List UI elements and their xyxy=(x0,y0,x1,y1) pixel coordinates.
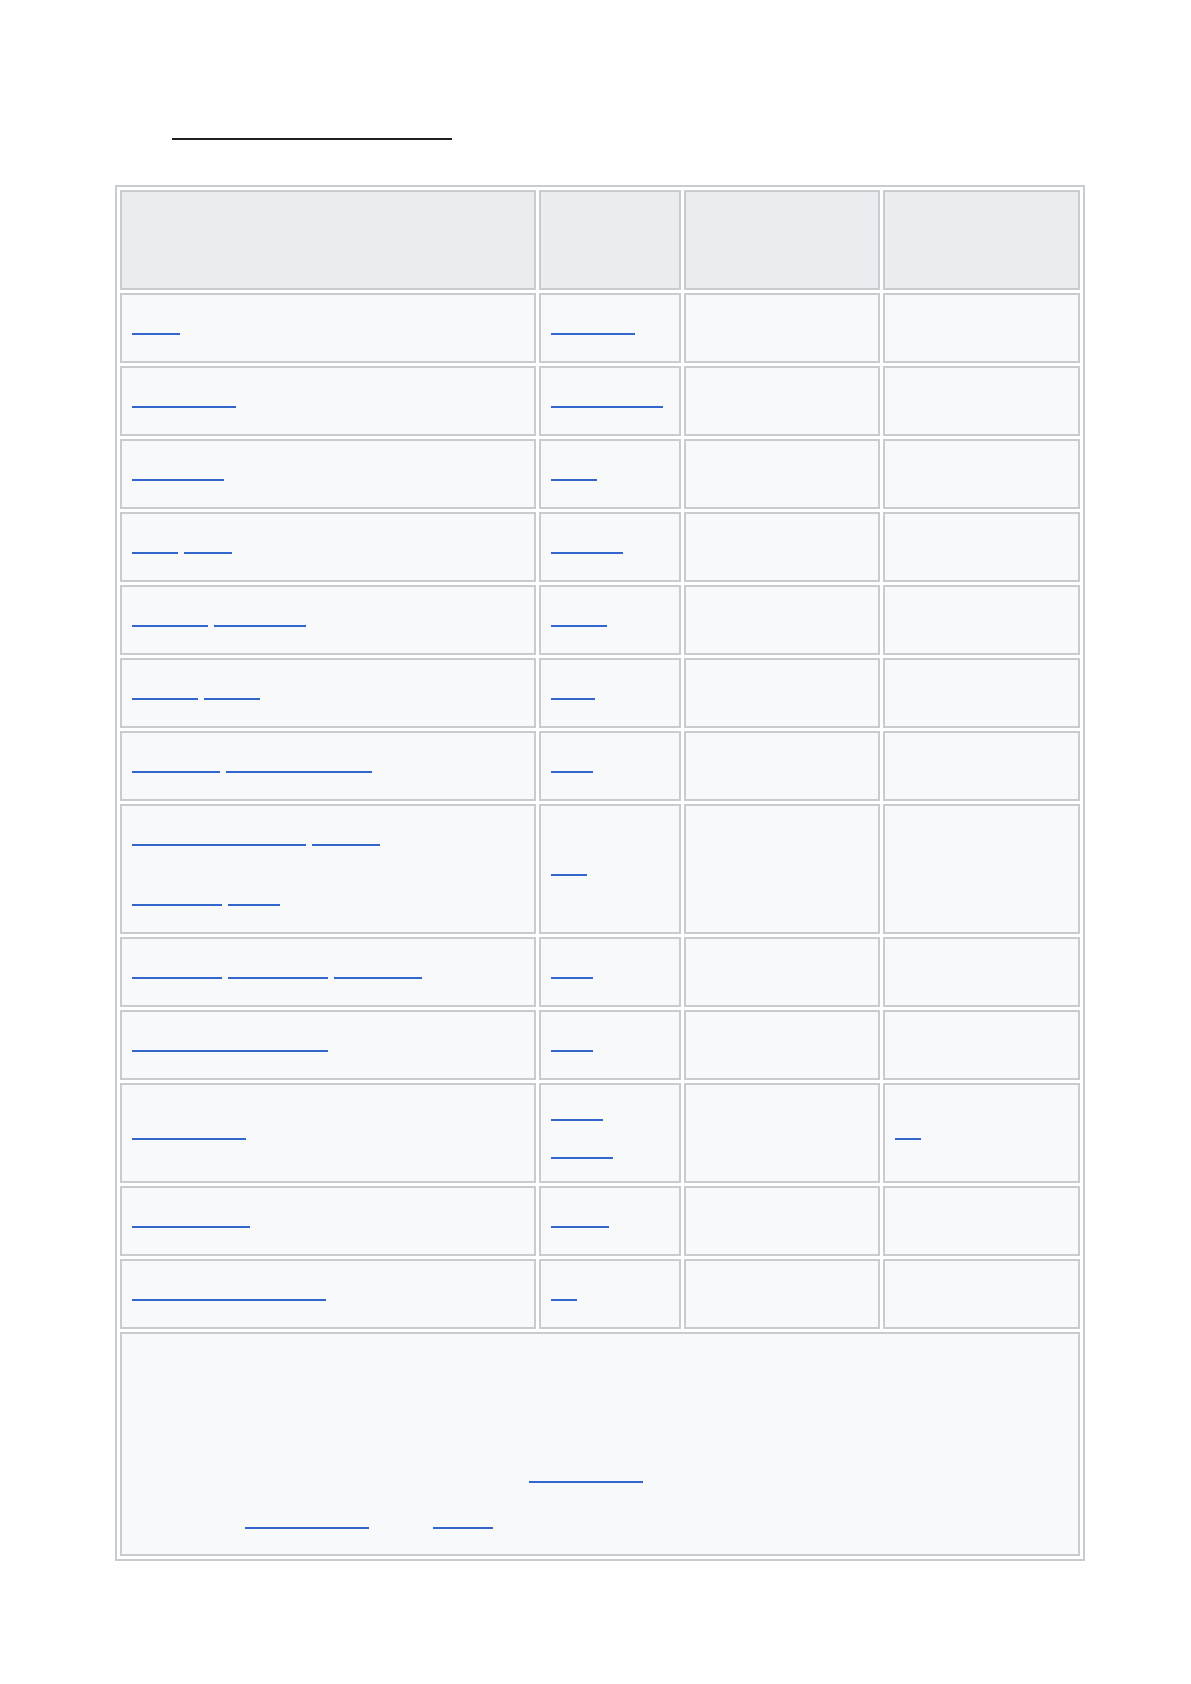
table-cell-4 xyxy=(883,937,1080,1007)
table-cell-2 xyxy=(539,585,681,655)
cell-link[interactable] xyxy=(132,479,224,481)
table-cell-4 xyxy=(883,293,1080,363)
table-cell-3 xyxy=(684,293,881,363)
cell-link[interactable] xyxy=(132,333,180,335)
table-cell-1 xyxy=(120,293,536,363)
table-cell-3 xyxy=(684,937,881,1007)
cell-link[interactable] xyxy=(334,977,422,979)
cell-link[interactable] xyxy=(214,625,306,627)
cell-link[interactable] xyxy=(132,771,220,773)
table-cell-4 xyxy=(883,804,1080,934)
cell-link[interactable] xyxy=(132,904,222,906)
cell-link[interactable] xyxy=(132,406,236,408)
table-row xyxy=(120,731,1080,801)
table-cell-4 xyxy=(883,1083,1080,1183)
footer-link-3[interactable] xyxy=(433,1527,493,1529)
table-cell-4 xyxy=(883,731,1080,801)
cell-link[interactable] xyxy=(551,1119,603,1121)
table-cell-2 xyxy=(539,731,681,801)
table-cell-3 xyxy=(684,731,881,801)
table-row xyxy=(120,658,1080,728)
table-cell-1 xyxy=(120,1010,536,1080)
cell-link[interactable] xyxy=(132,844,306,846)
table-cell-3 xyxy=(684,1259,881,1329)
cell-link[interactable] xyxy=(132,1226,250,1228)
cell-link[interactable] xyxy=(312,844,380,846)
footer-link-2[interactable] xyxy=(245,1527,369,1529)
table-cell-2 xyxy=(539,1186,681,1256)
table-row xyxy=(120,293,1080,363)
table-cell-2 xyxy=(539,937,681,1007)
table-cell-2 xyxy=(539,804,681,934)
table-cell-1 xyxy=(120,1186,536,1256)
cell-link[interactable] xyxy=(551,479,597,481)
header-cell-3 xyxy=(684,190,881,290)
table-row xyxy=(120,512,1080,582)
table-cell-3 xyxy=(684,1083,881,1183)
table-cell-1 xyxy=(120,937,536,1007)
cell-link[interactable] xyxy=(132,1138,246,1140)
table-cell-4 xyxy=(883,585,1080,655)
table-cell-3 xyxy=(684,1186,881,1256)
cell-link[interactable] xyxy=(895,1138,921,1140)
table-cell-4 xyxy=(883,439,1080,509)
table-row xyxy=(120,1186,1080,1256)
table-cell-1 xyxy=(120,512,536,582)
cell-link[interactable] xyxy=(551,1299,577,1301)
cell-link[interactable] xyxy=(184,552,232,554)
cell-link[interactable] xyxy=(551,1226,609,1228)
table-cell-3 xyxy=(684,658,881,728)
table-cell-1 xyxy=(120,366,536,436)
table-cell-1 xyxy=(120,1259,536,1329)
cell-link[interactable] xyxy=(551,625,607,627)
table-cell-4 xyxy=(883,1186,1080,1256)
table-cell-4 xyxy=(883,1010,1080,1080)
cell-link[interactable] xyxy=(551,874,587,876)
table-cell-2 xyxy=(539,439,681,509)
table-cell-1 xyxy=(120,658,536,728)
table-cell-3 xyxy=(684,585,881,655)
table-cell-4 xyxy=(883,658,1080,728)
table-row xyxy=(120,439,1080,509)
table-row xyxy=(120,1010,1080,1080)
table-cell-2 xyxy=(539,293,681,363)
table-cell-4 xyxy=(883,366,1080,436)
table-cell-3 xyxy=(684,804,881,934)
cell-link[interactable] xyxy=(551,771,593,773)
table-cell-2 xyxy=(539,1259,681,1329)
cell-link[interactable] xyxy=(228,904,280,906)
cell-link[interactable] xyxy=(132,1299,326,1301)
cell-link[interactable] xyxy=(551,1157,613,1159)
table-title-underline xyxy=(172,138,452,140)
table-row xyxy=(120,366,1080,436)
table-cell-3 xyxy=(684,439,881,509)
cell-link[interactable] xyxy=(132,1050,328,1052)
header-cell-1 xyxy=(120,190,536,290)
header-cell-4 xyxy=(883,190,1080,290)
table-cell-2 xyxy=(539,1010,681,1080)
table-cell-3 xyxy=(684,366,881,436)
table-cell-2 xyxy=(539,512,681,582)
cell-link[interactable] xyxy=(551,1050,593,1052)
table-cell-1 xyxy=(120,1083,536,1183)
cell-link[interactable] xyxy=(226,771,372,773)
table-cell-2 xyxy=(539,658,681,728)
cell-link[interactable] xyxy=(551,552,623,554)
table-cell-1 xyxy=(120,804,536,934)
cell-link[interactable] xyxy=(228,977,328,979)
table-row xyxy=(120,937,1080,1007)
table-footer-note xyxy=(120,1332,1080,1556)
table-header-row xyxy=(120,190,1080,290)
cell-link[interactable] xyxy=(551,977,593,979)
cell-link[interactable] xyxy=(132,698,198,700)
table-cell-4 xyxy=(883,512,1080,582)
data-table xyxy=(115,185,1085,1561)
cell-link[interactable] xyxy=(204,698,260,700)
table-cell-1 xyxy=(120,731,536,801)
cell-link[interactable] xyxy=(551,406,663,408)
table-cell-4 xyxy=(883,1259,1080,1329)
table-cell-1 xyxy=(120,585,536,655)
table-row xyxy=(120,585,1080,655)
table-cell-3 xyxy=(684,1010,881,1080)
cell-link[interactable] xyxy=(132,625,208,627)
cell-link[interactable] xyxy=(132,977,222,979)
table-row xyxy=(120,1259,1080,1329)
table-cell-1 xyxy=(120,439,536,509)
footer-link-1[interactable] xyxy=(529,1481,643,1483)
cell-link[interactable] xyxy=(551,333,635,335)
table-row xyxy=(120,1083,1080,1183)
cell-link[interactable] xyxy=(132,552,178,554)
table-row xyxy=(120,804,1080,934)
table-cell-2 xyxy=(539,366,681,436)
table-cell-3 xyxy=(684,512,881,582)
header-cell-2 xyxy=(539,190,681,290)
table-cell-2 xyxy=(539,1083,681,1183)
cell-link[interactable] xyxy=(551,698,595,700)
